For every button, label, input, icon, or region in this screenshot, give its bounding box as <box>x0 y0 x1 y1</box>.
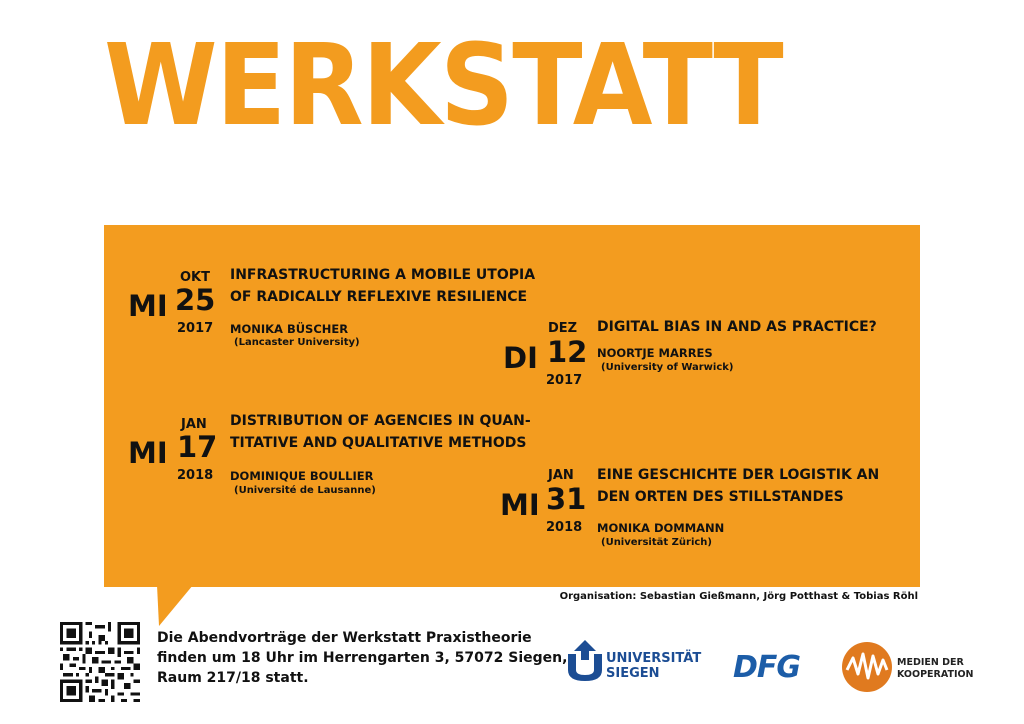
event-month: JAN <box>181 417 207 432</box>
university-name-line2: SIEGEN <box>606 666 660 681</box>
event-speaker: MONIKA BÜSCHER <box>230 322 349 336</box>
event-month: OKT <box>180 270 210 285</box>
event-title-line2: OF RADICALLY REFLEXIVE RESILIENCE <box>230 289 528 305</box>
university-siegen-wordmark <box>606 651 701 681</box>
event-title-line1: DIGITAL BIAS IN AND AS PRACTICE? <box>597 319 877 335</box>
event-month: JAN <box>548 468 574 483</box>
event-weekday: DI <box>503 341 538 375</box>
medien-der-kooperation-wordmark <box>897 657 974 681</box>
event-day: 31 <box>546 482 587 516</box>
event-speaker: DOMINIQUE BOULLIER <box>230 469 374 483</box>
event-day: 12 <box>547 335 588 369</box>
event-title-line1: INFRASTRUCTURING A MOBILE UTOPIA <box>230 267 536 283</box>
event-weekday: MI <box>128 436 168 470</box>
event-day: 17 <box>177 430 218 464</box>
venue-line: finden um 18 Uhr im Herrengarten 3, 57072 Siegen, <box>157 650 568 666</box>
event-month: DEZ <box>548 321 578 336</box>
event-affiliation: (Universität Zürich) <box>601 537 712 548</box>
event-year: 2017 <box>177 321 214 336</box>
event-year: 2018 <box>546 520 583 535</box>
mdk-name-line2: KOOPERATION <box>897 669 974 680</box>
mdk-name-line1: MEDIEN DER <box>897 657 964 668</box>
venue-line: Raum 217/18 statt. <box>157 670 309 686</box>
medien-der-kooperation-logo[interactable] <box>841 640 893 694</box>
event-title-line2: TITATIVE AND QUALITATIVE METHODS <box>230 435 527 451</box>
venue-info <box>157 628 567 688</box>
qr-code-icon[interactable] <box>60 622 140 702</box>
event-affiliation: (Université de Lausanne) <box>234 485 376 496</box>
event-weekday: MI <box>128 289 168 323</box>
event-year: 2017 <box>546 373 583 388</box>
title-werkstatt: WERKSTATT <box>104 21 782 151</box>
university-siegen-logo[interactable] <box>566 640 604 682</box>
event-affiliation: (Lancaster University) <box>234 337 360 348</box>
event-year: 2018 <box>177 468 214 483</box>
event-affiliation: (University of Warwick) <box>601 362 734 373</box>
organisation-credit: Organisation: Sebastian Gießmann, Jörg Potthast & Tobias Röhl <box>559 591 918 602</box>
event-title-line2: DEN ORTEN DES STILLSTANDES <box>597 489 844 505</box>
event-title-line1: DISTRIBUTION OF AGENCIES IN QUAN- <box>230 413 531 429</box>
event-title-line1: EINE GESCHICHTE DER LOGISTIK AN <box>597 467 880 483</box>
event-speaker: NOORTJE MARRES <box>597 346 713 360</box>
event-weekday: MI <box>500 488 540 522</box>
university-name-line1: UNIVERSITÄT <box>606 651 702 666</box>
speech-bubble-tail <box>150 585 194 627</box>
dfg-logo[interactable]: DFG <box>733 650 801 685</box>
event-day: 25 <box>175 283 216 317</box>
event-speaker: MONIKA DOMMANN <box>597 521 725 535</box>
title-praxistheorie: PRAXISTHEORIE <box>104 129 805 246</box>
venue-line: Die Abendvorträge der Werkstatt Praxistheorie <box>157 630 532 646</box>
